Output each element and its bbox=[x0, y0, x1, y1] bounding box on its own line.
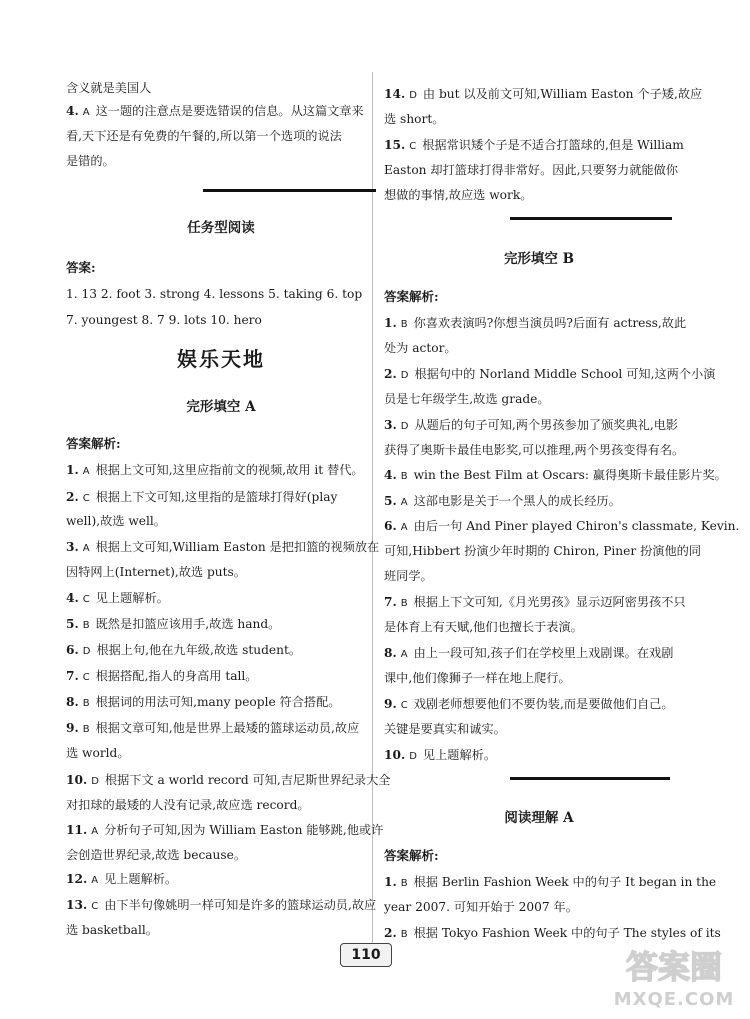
cloze-b-item-10 bbox=[384, 747, 694, 765]
item-number: 9. bbox=[66, 721, 79, 735]
item-text: 根据搭配,指人的身高用 tall。 bbox=[95, 669, 258, 683]
item-answer: B bbox=[82, 620, 90, 631]
item-answer: D bbox=[91, 776, 99, 787]
cloze-a-item-1 bbox=[66, 462, 376, 480]
item-number: 10. bbox=[384, 748, 406, 762]
item-number: 5. bbox=[384, 494, 397, 508]
section-rule bbox=[510, 777, 670, 780]
watermark bbox=[604, 945, 744, 1015]
cloze-a-item-2 bbox=[66, 489, 376, 507]
item-text: 这部电影是关于一个黑人的成长经历。 bbox=[413, 494, 621, 508]
left-q4-line-1 bbox=[66, 103, 376, 121]
item-answer: C bbox=[82, 672, 90, 683]
item-answer: A bbox=[82, 543, 90, 554]
cloze-a-item-13 bbox=[66, 897, 376, 915]
cloze-a-item-2-cont: well),故选 well。 bbox=[66, 514, 166, 528]
item-answer: D bbox=[400, 370, 409, 381]
item-text: 根据常识矮个子是不适合打篮球的,但是 William bbox=[422, 138, 684, 152]
item-answer: C bbox=[91, 901, 99, 912]
analysis-label: 答案解析: bbox=[66, 436, 121, 451]
item-number: 8. bbox=[384, 646, 397, 660]
cloze-a-item-15-cont-1: Easton 却打篮球打得非常好。因此,只要努力就能做你 bbox=[384, 163, 678, 177]
section-heading-task-reading: 任务型阅读 bbox=[187, 220, 255, 236]
item-answer: B bbox=[400, 598, 408, 609]
cloze-a-item-9-cont: 选 world。 bbox=[66, 746, 130, 760]
item-text: 这一题的注意点是要选错误的信息。从这篇文章来 bbox=[95, 104, 364, 118]
item-text: 根据 Tokyo Fashion Week 中的句子 The styles of its bbox=[413, 926, 721, 940]
cloze-b-item-6-cont-2: 班同学。 bbox=[384, 569, 433, 583]
item-text: 根据 Berlin Fashion Week 中的句子 It began in the bbox=[413, 875, 717, 889]
cloze-b-item-6-cont-1: 可知,Hibbert 扮演少年时期的 Chiron, Piner 扮演他的同 bbox=[384, 544, 702, 558]
cloze-a-item-13-cont: 选 basketball。 bbox=[66, 923, 158, 937]
item-number: 1. bbox=[384, 875, 397, 889]
item-number: 3. bbox=[66, 540, 79, 554]
section-heading-cloze-a: 完形填空 A bbox=[186, 399, 256, 415]
item-number: 3. bbox=[384, 418, 397, 432]
cloze-b-item-9-cont: 关键是要真实和诚实。 bbox=[384, 722, 506, 736]
item-answer: C bbox=[82, 493, 90, 504]
cloze-a-item-10 bbox=[66, 772, 391, 790]
item-text: 根据上句,他在九年级,故选 student。 bbox=[96, 643, 302, 657]
item-number: 6. bbox=[384, 519, 397, 533]
cloze-a-item-11-cont: 会创造世界纪录,故选 because。 bbox=[66, 848, 247, 862]
cloze-b-item-8-cont: 课中,他们像狮子一样在地上爬行。 bbox=[384, 671, 571, 685]
section-rule bbox=[203, 189, 376, 192]
cloze-b-item-2 bbox=[384, 366, 716, 384]
item-number: 2. bbox=[66, 490, 79, 504]
cloze-a-item-6 bbox=[66, 642, 376, 660]
left-q4-line-2: 看,天下还是有免费的午餐的,所以第一个选项的说法 bbox=[66, 129, 342, 143]
cloze-b-item-1-cont: 处为 actor。 bbox=[384, 341, 457, 355]
item-number: 1. bbox=[384, 316, 397, 330]
item-text: 根据文章可知,他是世界上最矮的篮球运动员,故应 bbox=[95, 721, 360, 735]
item-number: 11. bbox=[66, 823, 88, 837]
item-text: 根据上文可知,William Easton 是把扣篮的视频放在 bbox=[95, 540, 380, 554]
item-answer: A bbox=[400, 497, 408, 508]
item-answer: D bbox=[82, 646, 91, 657]
item-text: 由 but 以及前文可知,William Easton 个子矮,故应 bbox=[422, 87, 703, 101]
item-number: 4. bbox=[66, 104, 79, 118]
item-number: 4. bbox=[384, 468, 397, 482]
item-text: 从题后的句子可知,两个男孩参加了颁奖典礼,电影 bbox=[414, 418, 679, 432]
item-number: 9. bbox=[384, 697, 397, 711]
item-answer: B bbox=[400, 471, 408, 482]
item-answer: B bbox=[400, 878, 408, 889]
item-text: 根据词的用法可知,many people 符合搭配。 bbox=[95, 695, 341, 709]
item-number: 10. bbox=[66, 773, 88, 787]
item-text: 根据上文可知,这里应指前文的视频,故用 it 替代。 bbox=[95, 463, 364, 477]
cloze-b-item-1 bbox=[384, 315, 694, 333]
cloze-a-item-11 bbox=[66, 822, 384, 840]
item-answer: B bbox=[400, 319, 408, 330]
item-answer: C bbox=[82, 594, 90, 605]
item-text: 根据句中的 Norland Middle School 可知,这两个小演 bbox=[414, 367, 716, 381]
item-text: 戏剧老师想要他们不要伪装,而是要做他们自己。 bbox=[413, 697, 674, 711]
reading-a-item-1 bbox=[384, 874, 717, 892]
item-answer: D bbox=[409, 90, 417, 101]
item-answer: A bbox=[400, 522, 408, 533]
item-text: 见上题解析。 bbox=[104, 872, 178, 886]
reading-a-item-1-cont: year 2007. 可知开始于 2007 年。 bbox=[384, 900, 578, 914]
item-text: 既然是扣篮应该用手,故选 hand。 bbox=[95, 617, 281, 631]
item-text: 根据上下文可知,《月光男孩》显示迈阿密男孩不只 bbox=[413, 595, 686, 609]
section-rule bbox=[510, 217, 672, 220]
item-number: 4. bbox=[66, 591, 79, 605]
intro-line: 含义就是美国人 bbox=[66, 81, 152, 95]
reading-a-item-2 bbox=[384, 925, 721, 943]
cloze-a-item-3 bbox=[66, 539, 380, 557]
item-text: 由后一句 And Piner played Chiron's classmate, Kevin. bbox=[413, 519, 740, 533]
item-number: 2. bbox=[384, 367, 397, 381]
item-answer: A bbox=[400, 649, 408, 660]
item-answer: B bbox=[82, 724, 90, 735]
item-answer: A bbox=[82, 107, 90, 118]
column-divider bbox=[372, 72, 373, 952]
item-text: 由上一段可知,孩子们在学校里上戏剧课。在戏剧 bbox=[413, 646, 674, 660]
item-text: 分析句子可知,因为 William Easton 能够跳,他或许 bbox=[104, 823, 384, 837]
item-number: 15. bbox=[384, 138, 406, 152]
cloze-b-item-4 bbox=[384, 467, 727, 485]
task-answers-line-1: 1. 13 2. foot 3. strong 4. lessons 5. taking 6. top bbox=[66, 287, 363, 301]
item-text: 根据上下文可知,这里指的是篮球打得好(play bbox=[95, 490, 338, 504]
cloze-a-item-10-cont: 对扣球的最矮的人没有记录,故应选 record。 bbox=[66, 798, 310, 812]
analysis-label: 答案解析: bbox=[384, 848, 439, 863]
watermark-url: MXQE.COM bbox=[613, 989, 735, 1010]
cloze-b-item-3 bbox=[384, 417, 694, 435]
cloze-b-item-6 bbox=[384, 518, 740, 536]
item-number: 1. bbox=[66, 463, 79, 477]
cloze-b-item-7-cont: 是体育上有天赋,他们也擅长于表演。 bbox=[384, 620, 583, 634]
item-text: 见上题解析。 bbox=[95, 591, 169, 605]
item-number: 12. bbox=[66, 872, 88, 886]
cloze-a-item-14-cont: 选 short。 bbox=[384, 112, 445, 126]
item-text: 你喜欢表演吗?你想当演员吗?后面有 actress,故此 bbox=[413, 316, 687, 330]
cloze-a-item-5 bbox=[66, 616, 376, 634]
item-number: 7. bbox=[384, 595, 397, 609]
item-number: 6. bbox=[66, 643, 79, 657]
cloze-a-item-4 bbox=[66, 590, 376, 608]
item-text: win the Best Film at Oscars: 赢得奥斯卡最佳影片奖。 bbox=[413, 468, 727, 482]
item-text: 根据下文 a world record 可知,吉尼斯世界纪录大全 bbox=[104, 773, 391, 787]
cloze-b-item-7 bbox=[384, 594, 694, 612]
answers-label: 答案: bbox=[66, 260, 96, 275]
item-answer: C bbox=[400, 700, 408, 711]
cloze-b-item-3-cont: 获得了奥斯卡最佳电影奖,可以推理,两个男孩变得有名。 bbox=[384, 443, 685, 457]
item-answer: D bbox=[400, 421, 409, 432]
item-text: 见上题解析。 bbox=[422, 748, 497, 762]
svg-text:答案圈: 答案圈 bbox=[625, 948, 723, 986]
item-answer: A bbox=[82, 466, 90, 477]
item-number: 8. bbox=[66, 695, 79, 709]
item-answer: A bbox=[91, 826, 99, 837]
item-number: 13. bbox=[66, 898, 88, 912]
cloze-a-item-15 bbox=[384, 137, 694, 155]
section-heading-cloze-b: 完形填空 B bbox=[503, 251, 575, 267]
item-number: 7. bbox=[66, 669, 79, 683]
cloze-b-item-2-cont: 员是七年级学生,故选 grade。 bbox=[384, 392, 550, 406]
cloze-b-item-5 bbox=[384, 493, 694, 511]
item-number: 5. bbox=[66, 617, 79, 631]
item-answer: B bbox=[400, 929, 408, 940]
cloze-a-item-3-cont: 因特网上(Internet),故选 puts。 bbox=[66, 565, 246, 579]
cloze-a-item-14 bbox=[384, 86, 703, 104]
page-number: 110 bbox=[340, 943, 392, 967]
cloze-b-item-8 bbox=[384, 645, 694, 663]
section-heading-reading-a: 阅读理解 A bbox=[504, 810, 574, 826]
cloze-a-item-15-cont-2: 想做的事情,故应选 work。 bbox=[384, 188, 533, 202]
item-answer: D bbox=[409, 751, 417, 762]
cloze-a-item-7 bbox=[66, 668, 376, 686]
cloze-a-item-8 bbox=[66, 694, 376, 712]
cloze-a-item-12 bbox=[66, 871, 376, 889]
item-number: 2. bbox=[384, 926, 397, 940]
item-answer: A bbox=[91, 875, 99, 886]
task-answers-line-2: 7. youngest 8. 7 9. lots 10. hero bbox=[66, 313, 262, 327]
analysis-label: 答案解析: bbox=[384, 289, 439, 304]
unit-title: 娱乐天地 bbox=[177, 347, 265, 371]
left-q4-line-3: 是错的。 bbox=[66, 154, 115, 168]
cloze-b-item-9 bbox=[384, 696, 694, 714]
item-text: 由下半句像姚明一样可知是许多的篮球运动员,故应 bbox=[104, 898, 377, 912]
watermark-logo-icon bbox=[604, 945, 744, 987]
item-answer: C bbox=[409, 141, 417, 152]
item-answer: B bbox=[82, 698, 90, 709]
item-number: 14. bbox=[384, 87, 406, 101]
cloze-a-item-9 bbox=[66, 720, 376, 738]
